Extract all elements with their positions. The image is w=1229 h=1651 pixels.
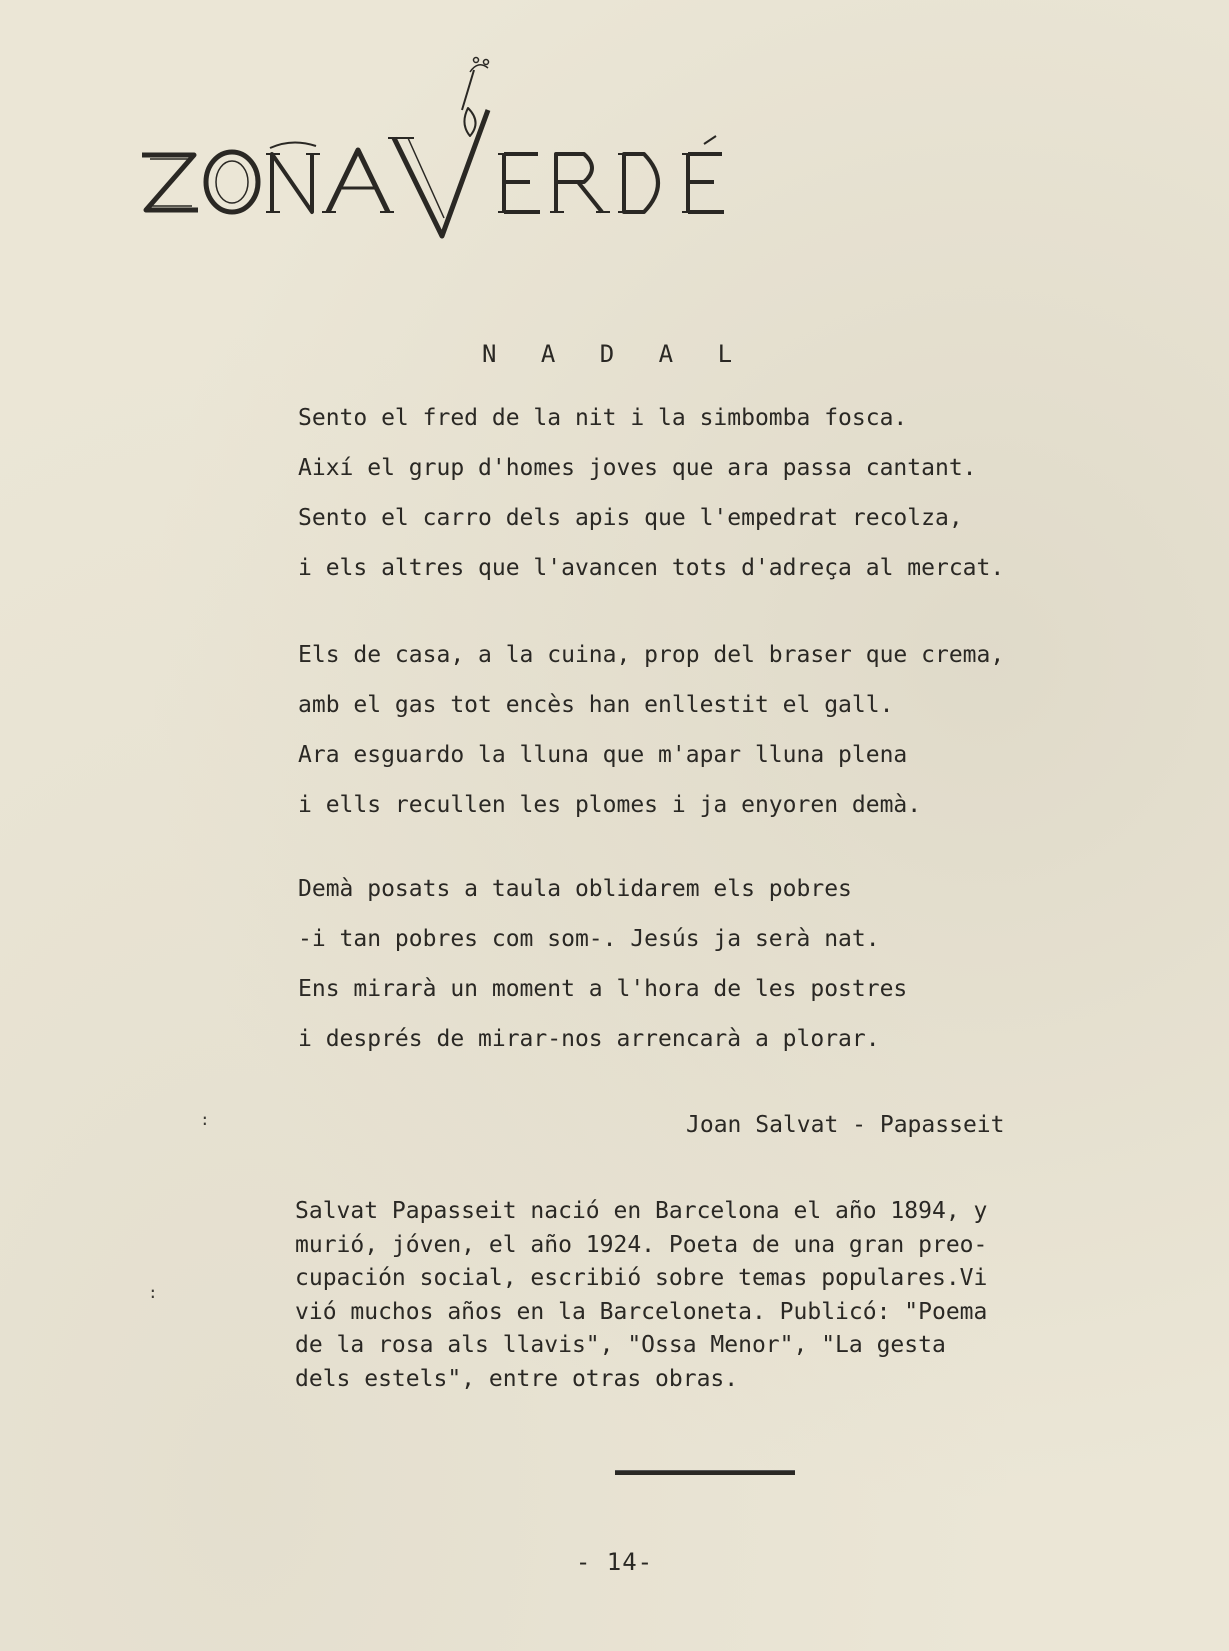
bleed-through-texture: [820, 70, 1200, 230]
poem-line: Els de casa, a la cuina, prop del braser que crema,: [298, 642, 1005, 668]
note-line: vió muchos años en la Barceloneta. Publicó: "Poema: [295, 1298, 988, 1325]
poem-author: Joan Salvat - Papasseit: [686, 1112, 1005, 1138]
poem-stanza-3: [298, 864, 907, 1064]
note-line: Salvat Papasseit nació en Barcelona el año 1894, y: [295, 1198, 988, 1224]
note-line: de la rosa als llavis", "Ossa Menor", "La gesta: [295, 1332, 946, 1358]
stray-mark: :: [148, 1283, 158, 1302]
page-number: - 14-: [575, 1548, 654, 1576]
poem-line: i els altres que l'avancen tots d'adreça al mercat.: [298, 555, 1005, 581]
zona-verde-logo: [132, 50, 812, 240]
section-divider: [615, 1470, 795, 1475]
stray-mark: :: [200, 1110, 210, 1129]
note-line: cupación social, escribió sobre temas populares.Vi: [295, 1265, 988, 1291]
poem-line: Ara esguardo la lluna que m'apar lluna plena: [298, 742, 908, 768]
poem-line: i ells recullen les plomes i ja enyoren demà.: [298, 792, 922, 818]
poem-line: Demà posats a taula oblidarem els pobres: [298, 876, 852, 902]
poem-line: Sento el fred de la nit i la simbomba fosca.: [298, 405, 908, 431]
poem-line: Sento el carro dels apis que l'empedrat recolza,: [298, 505, 963, 531]
poem-line: amb el gas tot encès han enllestit el gall.: [298, 692, 894, 718]
logo-drawing: [132, 50, 812, 240]
note-line: dels estels", entre otras obras.: [295, 1365, 739, 1392]
poem-line: i després de mirar-nos arrencarà a plorar.: [298, 1026, 880, 1052]
poem-stanza-2: [298, 630, 1004, 830]
poem-stanza-1: [298, 393, 1004, 593]
poem-title: N A D A L: [481, 340, 748, 368]
poem-line: -i tan pobres com som-. Jesús ja serà nat.: [298, 926, 880, 952]
poem-line: Ens mirarà un moment a l'hora de les postres: [298, 976, 908, 1002]
poem-line: Així el grup d'homes joves que ara passa cantant.: [298, 455, 977, 481]
biography-note: [295, 1195, 1085, 1396]
note-line: murió, jóven, el año 1924. Poeta de una gran preo-: [295, 1231, 988, 1258]
